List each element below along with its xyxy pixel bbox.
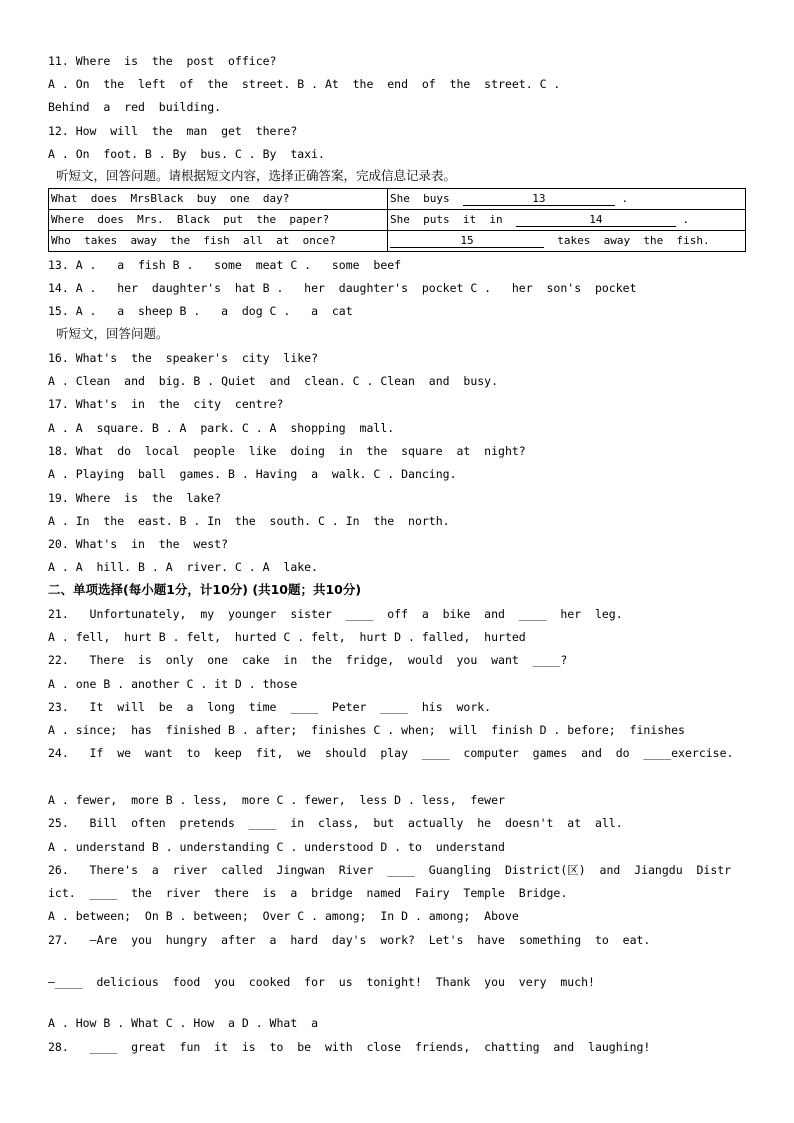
question-26-cont: ict. ____ the river there is a bridge named Fairy Temple Bridge. [48, 886, 568, 900]
question-20: 20. What's in the west? [48, 537, 229, 551]
answer-blank-13: 13 [463, 192, 615, 206]
question-20-options: A . A hill. B . A river. C . A lake. [48, 560, 319, 574]
table-row [49, 210, 746, 231]
question-24: 24. If we want to keep fit, we should play ____ computer games and do ____exercise. [48, 746, 734, 760]
answer-suffix: . [675, 213, 690, 226]
question-24-options: A . fewer, more B . less, more C . fewer, less D . less, fewer [48, 793, 505, 807]
question-25-options: A . understand B . understanding C . understood D . to understand [48, 840, 505, 854]
question-16-options: A . Clean and big. B . Quiet and clean. C . Clean and busy. [48, 374, 499, 388]
question-23: 23. It will be a long time ____ Peter ____ his work. [48, 700, 492, 714]
table-answer-cell [388, 231, 746, 252]
question-19: 19. Where is the lake? [48, 491, 222, 505]
question-21: 21. Unfortunately, my younger sister ____ off a bike and ____ her leg. [48, 607, 623, 621]
section-heading-multiple-choice: 二、单项选择(每小题1分，计10分) (共10题；共10分) [48, 582, 362, 597]
question-21-options: A . fell, hurt B . felt, hurted C . felt, hurt D . falled, hurted [48, 630, 526, 644]
answer-suffix: takes away the fish. [544, 234, 710, 247]
question-14-options: 14. A . her daughter's hat B . her daughter's pocket C . her son's pocket [48, 281, 637, 295]
question-26: 26. There's a river called Jingwan River ____ Guangling District(区) and Jiangdu Distr [48, 863, 732, 877]
question-11-options: A . On the left of the street. B . At the end of the street. C . [48, 77, 561, 91]
answer-suffix: . [614, 192, 629, 205]
table-question-cell: Who takes away the fish all at once? [49, 231, 388, 252]
table-answer-cell [388, 189, 746, 210]
answer-blank-15: 15 [390, 234, 544, 248]
question-11: 11. Where is the post office? [48, 54, 277, 68]
question-22: 22. There is only one cake in the fridge, would you want ____? [48, 653, 568, 667]
question-15-options: 15. A . a sheep B . a dog C . a cat [48, 304, 353, 318]
question-19-options: A . In the east. B . In the south. C . In the north. [48, 514, 450, 528]
question-16: 16. What's the speaker's city like? [48, 351, 319, 365]
question-23-options: A . since; has finished B . after; finishes C . when; will finish D . before; finishes [48, 723, 685, 737]
question-27-options: A . How B . What C . How a D . What a [48, 1016, 319, 1030]
table-row [49, 189, 746, 210]
question-17: 17. What's in the city centre? [48, 397, 284, 411]
question-18: 18. What do local people like doing in the square at night? [48, 444, 526, 458]
question-13-options: 13. A . a fish B . some meat C . some beef [48, 258, 402, 272]
listening-instruction-table: 听短文，回答问题。请根据短文内容，选择正确答案，完成信息记录表。 [48, 168, 456, 183]
table-row [49, 231, 746, 252]
listening-instruction: 听短文，回答问题。 [48, 326, 169, 341]
answer-prefix: She buys [390, 192, 463, 205]
info-record-table [48, 188, 746, 252]
question-27: 27. —Are you hungry after a hard day's work? Let's have something to eat. [48, 933, 651, 947]
question-12-options: A . On foot. B . By bus. C . By taxi. [48, 147, 325, 161]
answer-blank-14: 14 [516, 213, 676, 227]
table-question-cell: What does MrsBlack buy one day? [49, 189, 388, 210]
table-answer-cell [388, 210, 746, 231]
table-question-cell: Where does Mrs. Black put the paper? [49, 210, 388, 231]
question-18-options: A . Playing ball games. B . Having a walk. C . Dancing. [48, 467, 457, 481]
answer-prefix: She puts it in [390, 213, 516, 226]
question-27-reply: —____ delicious food you cooked for us tonight! Thank you very much! [48, 975, 595, 989]
question-28: 28. ____ great fun it is to be with close friends, chatting and laughing! [48, 1040, 651, 1054]
question-26-options: A . between; On B . between; Over C . among; In D . among; Above [48, 909, 519, 923]
question-17-options: A . A square. B . A park. C . A shopping mall. [48, 421, 395, 435]
question-12: 12. How will the man get there? [48, 124, 298, 138]
question-22-options: A . one B . another C . it D . those [48, 677, 298, 691]
question-11-options-cont: Behind a red building. [48, 100, 222, 114]
question-25: 25. Bill often pretends ____ in class, but actually he doesn't at all. [48, 816, 623, 830]
